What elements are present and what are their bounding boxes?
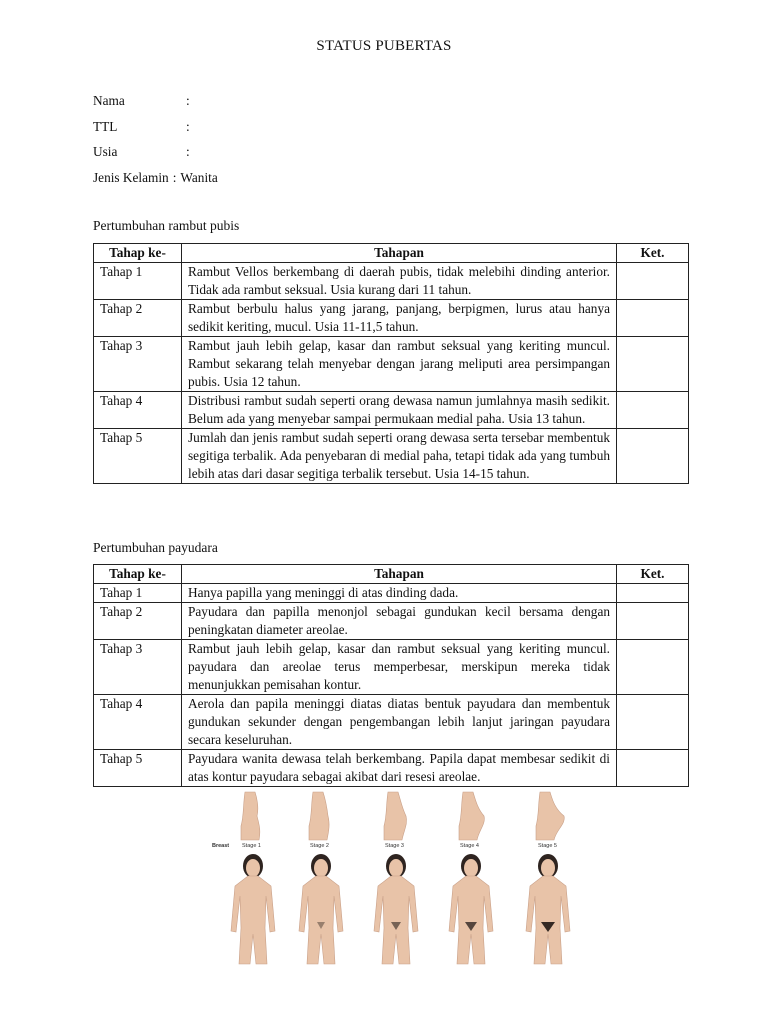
info-separator: : bbox=[186, 93, 190, 108]
info-row-jenis-kelamin bbox=[93, 169, 218, 195]
description-cell: Rambut Vellos berkembang di daerah pubis, tidak melebihi dinding anterior. Tidak ada rambut seksual. Usia kurang dari 11 tahun. bbox=[182, 263, 617, 300]
table-row bbox=[94, 603, 689, 640]
figure-drawing bbox=[208, 790, 580, 966]
stage-cell: Tahap 2 bbox=[94, 603, 182, 640]
figure-row-label: Breast bbox=[212, 843, 230, 849]
ket-cell[interactable] bbox=[617, 584, 689, 603]
section-title-breast: Pertumbuhan payudara bbox=[93, 540, 218, 555]
profile-torso bbox=[309, 792, 329, 840]
ket-cell[interactable] bbox=[617, 337, 689, 392]
stage-cell: Tahap 4 bbox=[94, 695, 182, 750]
info-row-ttl bbox=[93, 118, 218, 144]
column-header: Tahapan bbox=[182, 244, 617, 263]
info-label: Jenis Kelamin bbox=[93, 169, 169, 185]
stage-cell: Tahap 1 bbox=[94, 263, 182, 300]
stage-cell: Tahap 3 bbox=[94, 640, 182, 695]
info-label: Usia bbox=[93, 144, 118, 159]
figure-stage-label: Stage 2 bbox=[310, 843, 329, 849]
profile-torso bbox=[459, 792, 484, 840]
table-row bbox=[94, 584, 689, 603]
description-cell: Distribusi rambut sudah seperti orang dewasa namun jumlahnya masih sedikit. Belum ada yang menyebar sampai permukaan medial paha. Usia 13 tahun. bbox=[182, 392, 617, 429]
stage-cell: Tahap 3 bbox=[94, 337, 182, 392]
stage-cell: Tahap 2 bbox=[94, 300, 182, 337]
table-row bbox=[94, 640, 689, 695]
profile-torso bbox=[536, 792, 564, 840]
info-row-usia bbox=[93, 143, 218, 169]
info-separator: : bbox=[172, 169, 177, 185]
ket-cell[interactable] bbox=[617, 603, 689, 640]
figure-stage-label: Stage 4 bbox=[460, 843, 479, 849]
section-title-pubic: Pertumbuhan rambut pubis bbox=[93, 218, 240, 233]
breast-table bbox=[93, 564, 689, 787]
description-cell: Rambut jauh lebih gelap, kasar dan rambut seksual yang keriting muncul. Rambut sekarang telah menyebar dengan jarang meliputi area persimpangan pubis. Usia 12 tahun. bbox=[182, 337, 617, 392]
info-separator: : bbox=[186, 144, 190, 159]
column-header: Tahapan bbox=[182, 565, 617, 584]
column-header: Tahap ke- bbox=[94, 244, 182, 263]
patient-info bbox=[93, 92, 218, 194]
column-header: Tahap ke- bbox=[94, 565, 182, 584]
figure-head bbox=[246, 859, 260, 877]
figure-body bbox=[299, 876, 343, 964]
stage-cell: Tahap 1 bbox=[94, 584, 182, 603]
figure-head bbox=[389, 859, 403, 877]
ket-cell[interactable] bbox=[617, 695, 689, 750]
table-row bbox=[94, 429, 689, 484]
info-value: Wanita bbox=[180, 169, 218, 185]
description-cell: Rambut berbulu halus yang jarang, panjang, berpigmen, lurus atau hanya sedikit keriting, mucul. Usia 11-11,5 tahun. bbox=[182, 300, 617, 337]
description-cell: Aerola dan papila meninggi diatas diatas bentuk payudara dan membentuk gundukan sekunder dengan pengembangan lebih lanjut jaringan payudara secara keseluruhan. bbox=[182, 695, 617, 750]
stage-cell: Tahap 5 bbox=[94, 750, 182, 787]
figure-body bbox=[449, 876, 493, 964]
info-label: TTL bbox=[93, 118, 118, 134]
ket-cell[interactable] bbox=[617, 263, 689, 300]
ket-cell[interactable] bbox=[617, 640, 689, 695]
figure-stage-label: Stage 5 bbox=[538, 843, 557, 849]
table-row bbox=[94, 750, 689, 787]
description-cell: Rambut jauh lebih gelap, kasar dan rambut seksual yang keriting muncul. payudara dan areolae terus memperbesar, merskipun mereka tidak menunjukkan pemisahan kontur. bbox=[182, 640, 617, 695]
figure-body bbox=[231, 876, 275, 964]
table-row bbox=[94, 695, 689, 750]
table-header-row bbox=[94, 565, 689, 584]
figure-stage-label: Stage 1 bbox=[242, 843, 261, 849]
description-cell: Jumlah dan jenis rambut sudah seperti orang dewasa serta tersebar membentuk segitiga terbalik. Ada penyebaran di medial paha, tetapi tidak ada yang tumbuh lebih atas dari dasar segitiga terbalik tersebut. Usia 14-15 tahun. bbox=[182, 429, 617, 484]
stage-cell: Tahap 5 bbox=[94, 429, 182, 484]
ket-cell[interactable] bbox=[617, 750, 689, 787]
description-cell: Payudara dan papilla menonjol sebagai gundukan kecil bersama dengan peningkatan diameter areolae. bbox=[182, 603, 617, 640]
column-header: Ket. bbox=[617, 565, 689, 584]
table-header-row bbox=[94, 244, 689, 263]
figure-stage-label: Stage 3 bbox=[385, 843, 404, 849]
description-cell: Hanya papilla yang meninggi di atas dinding dada. bbox=[182, 584, 617, 603]
figure-head bbox=[541, 859, 555, 877]
figure-body bbox=[526, 876, 570, 964]
info-row-nama bbox=[93, 92, 218, 118]
profile-torso bbox=[384, 792, 407, 840]
column-header: Ket. bbox=[617, 244, 689, 263]
stage-cell: Tahap 4 bbox=[94, 392, 182, 429]
table-row bbox=[94, 263, 689, 300]
figure-body bbox=[374, 876, 418, 964]
description-cell: Payudara wanita dewasa telah berkembang. Papila dapat membesar sedikit di atas kontur payudara sebagai akibat dari resesi areolae. bbox=[182, 750, 617, 787]
ket-cell[interactable] bbox=[617, 392, 689, 429]
tanner-stage-illustration bbox=[208, 790, 580, 966]
info-separator: : bbox=[186, 118, 190, 134]
info-label: Nama bbox=[93, 93, 125, 108]
figure-head bbox=[314, 859, 328, 877]
table-row bbox=[94, 300, 689, 337]
pubic-hair-table bbox=[93, 243, 689, 484]
ket-cell[interactable] bbox=[617, 300, 689, 337]
profile-torso bbox=[241, 792, 260, 840]
ket-cell[interactable] bbox=[617, 429, 689, 484]
table-row bbox=[94, 392, 689, 429]
table-row bbox=[94, 337, 689, 392]
page-title: STATUS PUBERTAS bbox=[316, 38, 452, 54]
figure-head bbox=[464, 859, 478, 877]
